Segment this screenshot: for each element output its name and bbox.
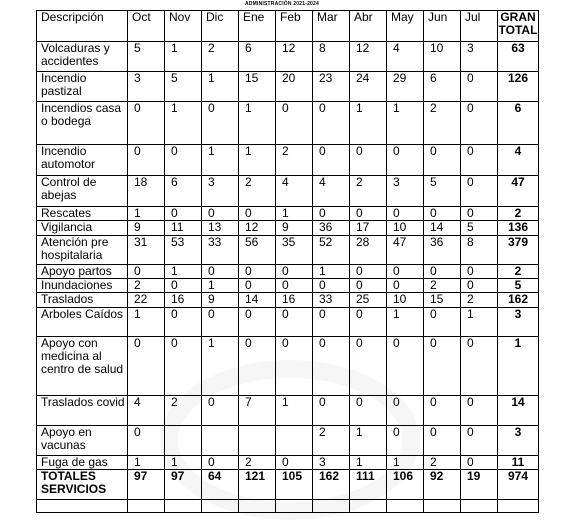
header-cell: Oct (128, 11, 165, 42)
table-row (37, 426, 539, 456)
row-grand-total: 11 (498, 456, 539, 470)
month-value-cell: 0 (276, 102, 313, 145)
month-value-cell: 0 (387, 145, 424, 176)
month-value-cell: 8 (313, 42, 350, 72)
month-value-cell: 2 (424, 102, 461, 145)
month-value-cell: 0 (424, 426, 461, 456)
month-value-cell: 10 (387, 221, 424, 236)
month-value-cell: 0 (239, 265, 276, 279)
table-row (37, 176, 539, 207)
row-description: Incendio automotor (37, 145, 128, 176)
month-value-cell: 0 (350, 265, 387, 279)
month-value-cell: 0 (387, 279, 424, 293)
month-value-cell: 3 (313, 456, 350, 470)
month-value-cell: 9 (276, 221, 313, 236)
header-cell-gran-total: GRAN TOTAL (498, 11, 539, 42)
month-value-cell: 6 (424, 72, 461, 102)
month-value-cell: 0 (202, 456, 239, 470)
month-value-cell: 0 (461, 456, 498, 470)
month-value-cell: 0 (350, 308, 387, 337)
month-value-cell: 1 (387, 456, 424, 470)
month-value-cell: 6 (239, 42, 276, 72)
month-value-cell: 0 (165, 279, 202, 293)
month-value-cell: 9 (128, 221, 165, 236)
month-value-cell: 0 (461, 279, 498, 293)
month-value-cell: 1 (202, 145, 239, 176)
row-grand-total: 4 (498, 145, 539, 176)
month-value-cell: 47 (387, 236, 424, 265)
month-value-cell: 13 (202, 221, 239, 236)
month-value-cell: 1 (202, 279, 239, 293)
month-value-cell: 0 (313, 396, 350, 426)
month-value-cell: 2 (350, 176, 387, 207)
month-value-cell: 28 (350, 236, 387, 265)
totals-cell: 105 (276, 470, 313, 500)
totals-cell: 19 (461, 470, 498, 500)
row-description: Traslados (37, 293, 128, 308)
month-value-cell: 0 (424, 396, 461, 426)
month-value-cell: 2 (276, 145, 313, 176)
row-description: Traslados covid (37, 396, 128, 426)
row-grand-total: 47 (498, 176, 539, 207)
month-value-cell: 0 (424, 308, 461, 337)
table-row (37, 456, 539, 470)
table-row (37, 265, 539, 279)
month-value-cell: 0 (350, 279, 387, 293)
month-value-cell: 0 (239, 279, 276, 293)
row-grand-total: 63 (498, 42, 539, 72)
month-value-cell: 15 (424, 293, 461, 308)
totals-cell: 162 (313, 470, 350, 500)
month-value-cell: 0 (387, 337, 424, 396)
month-value-cell: 0 (461, 72, 498, 102)
month-value-cell: 4 (313, 176, 350, 207)
month-value-cell: 1 (239, 102, 276, 145)
row-description: Atención pre hospitalaria (37, 236, 128, 265)
month-value-cell: 33 (202, 236, 239, 265)
month-value-cell: 0 (350, 207, 387, 221)
month-value-cell: 1 (128, 207, 165, 221)
row-grand-total: 14 (498, 396, 539, 426)
month-value-cell: 2 (239, 176, 276, 207)
month-value-cell: 16 (165, 293, 202, 308)
month-value-cell: 0 (461, 265, 498, 279)
month-value-cell (202, 426, 239, 456)
header-row (37, 11, 539, 42)
month-value-cell: 0 (461, 176, 498, 207)
month-value-cell: 1 (165, 265, 202, 279)
header-cell: Nov (165, 11, 202, 42)
table-row (37, 102, 539, 145)
month-value-cell: 0 (276, 456, 313, 470)
month-value-cell: 10 (387, 293, 424, 308)
header-cell: Ene (239, 11, 276, 42)
month-value-cell: 7 (239, 396, 276, 426)
month-value-cell: 1 (276, 396, 313, 426)
month-value-cell: 1 (128, 308, 165, 337)
month-value-cell: 0 (313, 308, 350, 337)
month-value-cell: 0 (424, 337, 461, 396)
totals-cell: 97 (165, 470, 202, 500)
table-row (37, 145, 539, 176)
month-value-cell: 0 (461, 337, 498, 396)
row-grand-total: 136 (498, 221, 539, 236)
header-cell: May (387, 11, 424, 42)
totals-cell: 97 (128, 470, 165, 500)
row-grand-total: 5 (498, 279, 539, 293)
month-value-cell: 24 (350, 72, 387, 102)
month-value-cell: 1 (128, 456, 165, 470)
month-value-cell: 1 (350, 102, 387, 145)
month-value-cell: 20 (276, 72, 313, 102)
month-value-cell: 1 (202, 72, 239, 102)
month-value-cell: 0 (387, 396, 424, 426)
totals-cell: 111 (350, 470, 387, 500)
month-value-cell: 0 (313, 207, 350, 221)
month-value-cell: 1 (313, 265, 350, 279)
month-value-cell: 23 (313, 72, 350, 102)
row-description: Vigilancia (37, 221, 128, 236)
month-value-cell: 1 (239, 145, 276, 176)
table-row (37, 236, 539, 265)
month-value-cell: 8 (461, 236, 498, 265)
month-value-cell: 0 (165, 145, 202, 176)
month-value-cell: 1 (202, 337, 239, 396)
month-value-cell: 1 (165, 456, 202, 470)
row-description: Volcaduras y accidentes (37, 42, 128, 72)
table-row (37, 221, 539, 236)
totals-label: TOTALES SERVICIOS (37, 470, 128, 500)
row-description: Control de abejas (37, 176, 128, 207)
month-value-cell: 0 (239, 308, 276, 337)
header-cell: Mar (313, 11, 350, 42)
header-cell: Dic (202, 11, 239, 42)
month-value-cell: 0 (276, 337, 313, 396)
month-value-cell: 12 (276, 42, 313, 72)
table-row (37, 308, 539, 337)
month-value-cell: 0 (461, 145, 498, 176)
month-value-cell: 0 (202, 308, 239, 337)
totals-cell: 92 (424, 470, 461, 500)
month-value-cell: 0 (128, 265, 165, 279)
table-row (37, 293, 539, 308)
totals-cell: 64 (202, 470, 239, 500)
month-value-cell (276, 426, 313, 456)
month-value-cell: 0 (239, 207, 276, 221)
month-value-cell: 4 (128, 396, 165, 426)
header-cell: Jul (461, 11, 498, 42)
month-value-cell: 2 (424, 456, 461, 470)
month-value-cell: 1 (350, 456, 387, 470)
row-grand-total: 6 (498, 102, 539, 145)
header-cell: Feb (276, 11, 313, 42)
document-caption: ADMINISTRACIÓN 2021-2024 (245, 1, 319, 7)
month-value-cell: 3 (202, 176, 239, 207)
row-description: Inundaciones (37, 279, 128, 293)
row-grand-total: 379 (498, 236, 539, 265)
month-value-cell: 0 (424, 207, 461, 221)
month-value-cell: 15 (239, 72, 276, 102)
row-grand-total: 2 (498, 265, 539, 279)
month-value-cell: 0 (128, 145, 165, 176)
month-value-cell (165, 426, 202, 456)
row-description: Apoyo partos (37, 265, 128, 279)
month-value-cell: 0 (128, 426, 165, 456)
month-value-cell: 0 (128, 102, 165, 145)
month-value-cell: 1 (165, 102, 202, 145)
month-value-cell: 2 (165, 396, 202, 426)
totals-grand-total: 974 (498, 470, 539, 500)
month-value-cell: 36 (424, 236, 461, 265)
month-value-cell: 36 (313, 221, 350, 236)
month-value-cell: 22 (128, 293, 165, 308)
month-value-cell: 2 (313, 426, 350, 456)
month-value-cell: 0 (202, 265, 239, 279)
month-value-cell: 0 (424, 145, 461, 176)
month-value-cell: 1 (350, 426, 387, 456)
month-value-cell: 0 (276, 308, 313, 337)
row-description: Apoyo en vacunas (37, 426, 128, 456)
month-value-cell: 12 (239, 221, 276, 236)
month-value-cell: 29 (387, 72, 424, 102)
month-value-cell: 0 (461, 207, 498, 221)
table-row (37, 337, 539, 396)
month-value-cell: 17 (350, 221, 387, 236)
month-value-cell: 0 (165, 308, 202, 337)
month-value-cell: 0 (313, 145, 350, 176)
month-value-cell: 2 (128, 279, 165, 293)
month-value-cell: 5 (165, 72, 202, 102)
month-value-cell: 52 (313, 236, 350, 265)
month-value-cell: 25 (350, 293, 387, 308)
month-value-cell: 0 (276, 265, 313, 279)
month-value-cell: 14 (424, 221, 461, 236)
month-value-cell: 2 (239, 456, 276, 470)
month-value-cell: 0 (239, 337, 276, 396)
month-value-cell: 1 (387, 308, 424, 337)
month-value-cell: 0 (165, 207, 202, 221)
month-value-cell: 0 (313, 279, 350, 293)
month-value-cell: 3 (461, 42, 498, 72)
month-value-cell: 53 (165, 236, 202, 265)
month-value-cell: 3 (387, 176, 424, 207)
month-value-cell: 9 (202, 293, 239, 308)
row-description: Incendios casa o bodega (37, 102, 128, 145)
services-table (36, 10, 539, 513)
month-value-cell: 14 (239, 293, 276, 308)
month-value-cell: 1 (165, 42, 202, 72)
header-cell: Descripción (37, 11, 128, 42)
totals-cell: 121 (239, 470, 276, 500)
row-grand-total: 3 (498, 426, 539, 456)
month-value-cell: 31 (128, 236, 165, 265)
row-grand-total: 1 (498, 337, 539, 396)
month-value-cell: 3 (128, 72, 165, 102)
month-value-cell: 16 (276, 293, 313, 308)
table-row (37, 42, 539, 72)
month-value-cell: 0 (202, 207, 239, 221)
table-row (37, 396, 539, 426)
month-value-cell: 0 (387, 265, 424, 279)
row-description: Apoyo con medicina al centro de salud (37, 337, 128, 396)
month-value-cell: 1 (276, 207, 313, 221)
month-value-cell: 5 (461, 221, 498, 236)
month-value-cell: 0 (313, 102, 350, 145)
table-row (37, 72, 539, 102)
month-value-cell: 12 (350, 42, 387, 72)
month-value-cell: 0 (461, 102, 498, 145)
row-description: Arboles Caídos (37, 308, 128, 337)
month-value-cell: 0 (424, 265, 461, 279)
month-value-cell: 0 (128, 337, 165, 396)
row-description: Incendio pastizal (37, 72, 128, 102)
month-value-cell: 1 (387, 102, 424, 145)
month-value-cell: 0 (350, 337, 387, 396)
month-value-cell: 0 (387, 426, 424, 456)
row-grand-total: 2 (498, 207, 539, 221)
row-grand-total: 126 (498, 72, 539, 102)
month-value-cell: 0 (387, 207, 424, 221)
month-value-cell: 0 (461, 426, 498, 456)
month-value-cell: 0 (313, 337, 350, 396)
row-grand-total: 162 (498, 293, 539, 308)
header-cell: Abr (350, 11, 387, 42)
table-row (37, 279, 539, 293)
month-value-cell (239, 426, 276, 456)
row-description: Rescates (37, 207, 128, 221)
month-value-cell: 0 (165, 337, 202, 396)
empty-row (37, 500, 539, 513)
month-value-cell: 0 (350, 145, 387, 176)
totals-cell: 106 (387, 470, 424, 500)
month-value-cell: 6 (165, 176, 202, 207)
month-value-cell: 18 (128, 176, 165, 207)
table-row (37, 207, 539, 221)
month-value-cell: 2 (424, 279, 461, 293)
month-value-cell: 0 (202, 396, 239, 426)
month-value-cell: 1 (461, 308, 498, 337)
month-value-cell: 0 (350, 396, 387, 426)
month-value-cell: 56 (239, 236, 276, 265)
month-value-cell: 4 (387, 42, 424, 72)
month-value-cell: 2 (461, 293, 498, 308)
month-value-cell: 0 (202, 102, 239, 145)
header-cell: Jun (424, 11, 461, 42)
month-value-cell: 35 (276, 236, 313, 265)
month-value-cell: 0 (276, 279, 313, 293)
month-value-cell: 5 (424, 176, 461, 207)
month-value-cell: 10 (424, 42, 461, 72)
row-grand-total: 3 (498, 308, 539, 337)
month-value-cell: 2 (202, 42, 239, 72)
row-description: Fuga de gas (37, 456, 128, 470)
month-value-cell: 4 (276, 176, 313, 207)
month-value-cell: 0 (461, 396, 498, 426)
totals-row (37, 470, 539, 500)
month-value-cell: 33 (313, 293, 350, 308)
month-value-cell: 5 (128, 42, 165, 72)
month-value-cell: 11 (165, 221, 202, 236)
